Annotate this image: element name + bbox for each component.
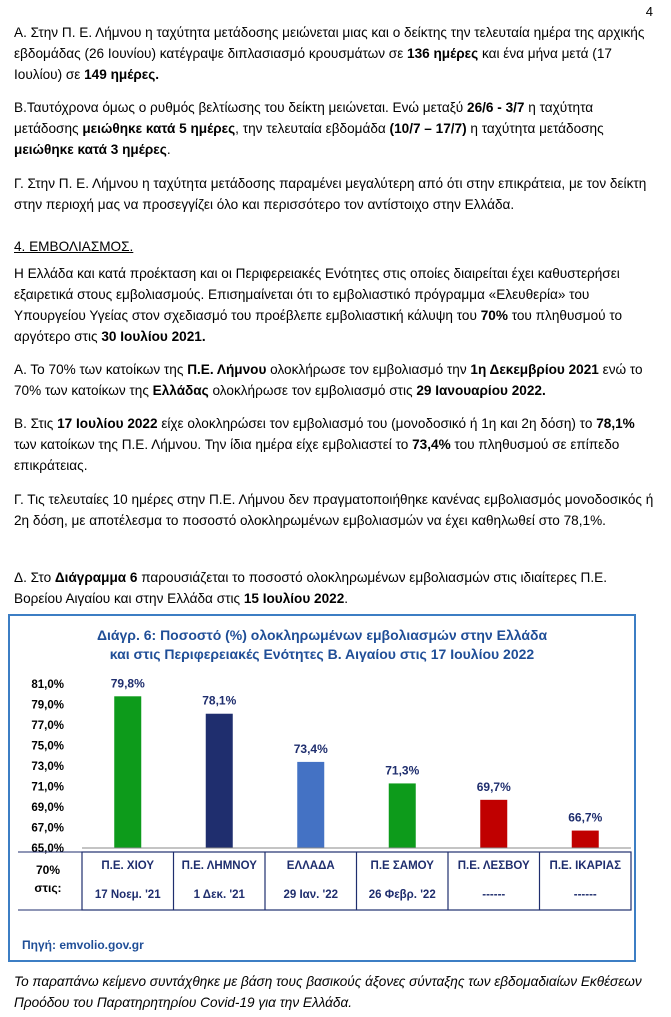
chart-title-line1: Διάγρ. 6: Ποσοστό (%) ολοκληρωμένων εμβολιασμών στην Ελλάδα [96,627,548,643]
bold-text: (10/7 – 17/7) [389,121,467,136]
category-label: Π.Ε ΣΑΜΟΥ [370,860,434,872]
bold-text: Διάγραμμα 6 [54,570,138,585]
text-run: Γ. Στην Π. Ε. Λήμνου η ταχύτητα μετάδοσης παραμένει μεγαλύτερη από ότι στην επικράτεια, με τον δείκτη στην περιοχή μας να προσεγγίζει όλο και περισσότερο τον αντίστοιχο στην Ελλάδα. [14,176,647,212]
text-run: , την τελευταία εβδομάδα [235,121,390,136]
y-tick-label: 73,0% [31,761,64,773]
y-tick-label: 67,0% [31,822,64,835]
category-label: Π.Ε. ΛΗΜΝΟΥ [181,860,257,872]
text-run: του πληθυσμού το αργότερο στις [14,308,623,344]
y-tick-label: 75,0% [31,740,64,753]
bar [572,831,599,848]
y-tick-label: 65,0% [31,843,64,855]
text-run: η ταχύτητα μετάδοσης [466,121,604,136]
bar [114,696,141,848]
date-70pct-label: ------ [482,889,506,901]
bar-chart-svg [10,616,634,960]
text-run: και ένα μήνα μετά (17 Ιουλίου) σε [14,46,612,82]
row-label-70pct: 70% [35,863,61,877]
bold-text: 136 ημέρες [407,46,479,61]
bold-text: 15 Ιουλίου 2022 [243,591,345,606]
bold-text: μειώθηκε κατά 3 ημέρες [14,142,167,157]
chart-title-line2: και στις Περιφερειακές Ενότητες Β. Αιγαίου στις 17 Ιουλίου 2022 [109,646,535,662]
date-70pct-label: ------ [573,889,597,901]
footer-note: Το παραπάνω κείμενο συντάχθηκε με βάση τους βασικούς άξονες σύνταξης των εβδομαδιαίων Εκθέσεων Προόδου του Παρατηρητηρίου Covid-19 για την Ελλάδα. [14,974,642,1010]
text-run: Η Ελλάδα και κατά προέκταση και οι Περιφερειακές Ενότητες στις οποίες διαιρείται έχει καθυστερήσει εξαιρετικά στους εμβολιασμούς. Επισημαίνεται ότι το εμβολιαστικό πρόγραμμα «Ελευθερία» του Υπουργείου Υγείας στον σχεδιασμό του προέβλεπε εμβολιαστική κάλυψη του [14,266,620,323]
text-run: ολοκλήρωσε τον εμβολιασμό στις [208,383,417,398]
bar [206,714,233,848]
paragraph-transmission-a [14,22,654,85]
data-label: 71,3% [385,763,420,778]
category-label: ΕΛΛΑΔΑ [286,860,335,872]
paragraph-vaccination-intro [14,263,654,347]
date-70pct-label: 1 Δεκ. '21 [193,889,245,901]
y-tick-label: 69,0% [31,802,64,814]
text-run: των κατοίκων της Π.Ε. Λήμνου. Την ίδια ημέρα είχε εμβολιαστεί το [14,437,413,452]
paragraph-vaccination-d [14,567,654,609]
date-70pct-label: 26 Φεβρ. '22 [368,889,436,901]
vaccination-chart [8,614,636,962]
y-tick-label: 81,0% [31,679,64,691]
text-run: . [166,142,171,157]
text-run: Γ. Τις τελευταίες 10 ημέρες στην Π.Ε. Λήμνου δεν πραγματοποιήθηκε κανένας εμβολιασμός μονοδοσικός ή 2η δόση, με αποτέλεσμα το ποσοστό ολοκληρωμένων εμβολιασμών να έχει καθηλωθεί στο 78,1%. [14,492,654,528]
text-run: Δ. Στο [14,570,55,585]
paragraph-vaccination-b [14,413,654,476]
bar [480,800,507,848]
text-run: ολοκλήρωσε τον εμβολιασμό την [266,362,471,377]
text-run: Β.Ταυτόχρονα όμως ο ρυθμός βελτίωσης του δείκτη μειώνεται. Ενώ μεταξύ [14,100,468,115]
bold-text: 70% [480,308,508,323]
bold-text: μειώθηκε κατά 5 ημέρες [82,121,236,136]
date-70pct-label: 29 Ιαν. '22 [283,889,339,901]
bold-text: 78,1% [596,416,635,431]
text-run: . [344,591,349,606]
text-run: είχε ολοκληρώσει τον εμβολιασμό του (μονοδοσικό ή 1η και 2η δόση) το [157,416,597,431]
y-tick-label: 77,0% [31,720,64,732]
date-70pct-label: 17 Νοεμ. '21 [94,889,161,901]
bold-text: 30 Ιουλίου 2021. [101,329,206,344]
section-heading-vaccination: 4. ΕΜΒΟΛΙΑΣΜΟΣ. [14,239,134,254]
bold-text: 149 ημέρες. [84,67,160,82]
text-run: ενώ το 70% των κατοίκων της [14,362,643,398]
chart-source: Πηγή: emvolio.gov.gr [22,938,144,952]
text-run: η ταχύτητα μετάδοσης [14,100,594,136]
bar [389,783,416,848]
data-label: 73,4% [293,741,328,756]
row-label-stis: στις: [34,881,62,895]
bold-text: 1η Δεκεμβρίου 2021 [470,362,599,377]
text-run: παρουσιάζεται το ποσοστό ολοκληρωμένων εμβολιασμών στις ιδιαίτερες Π.Ε. Βορείου Αιγαίου και στην Ελλάδα στις [14,570,607,606]
text-run: του πληθυσμού σε επίπεδο επικράτειας. [14,437,620,473]
bar [297,762,324,848]
bold-text: 17 Ιουλίου 2022 [57,416,158,431]
bold-text: Ελλάδας [152,383,209,398]
category-label: Π.Ε. ΛΕΣΒΟΥ [457,860,530,872]
paragraph-vaccination-a [14,359,654,401]
data-label: 79,8% [110,676,145,691]
page-number: 4 [645,4,653,19]
bold-text: 73,4% [412,437,451,452]
data-label: 78,1% [202,693,237,708]
text-run: Α. Το 70% των κατοίκων της [14,362,188,377]
bold-text: 26/6 - 3/7 [467,100,525,115]
text-run: Α. Στην Π. Ε. Λήμνου η ταχύτητα μετάδοσης μειώνεται μιας και ο δείκτης την τελευταία ημέρα της αρχικής εβδομάδας (26 Ιουνίου) κατέγραψε διπλασιασμό κρουσμάτων σε [14,25,645,61]
paragraph-transmission-b [14,97,654,160]
bold-text: 29 Ιανουαρίου 2022. [416,383,546,398]
data-label: 66,7% [568,810,603,825]
y-tick-label: 71,0% [31,781,64,794]
paragraph-vaccination-c [14,489,654,531]
category-label: Π.Ε. ΧΙΟΥ [101,860,155,872]
text-run: Β. Στις [14,416,58,431]
category-label: Π.Ε. ΙΚΑΡΙΑΣ [549,860,621,872]
bold-text: Π.Ε. Λήμνου [187,362,267,377]
paragraph-transmission-c [14,173,654,215]
data-label: 69,7% [476,779,511,794]
y-tick-label: 79,0% [31,699,64,712]
